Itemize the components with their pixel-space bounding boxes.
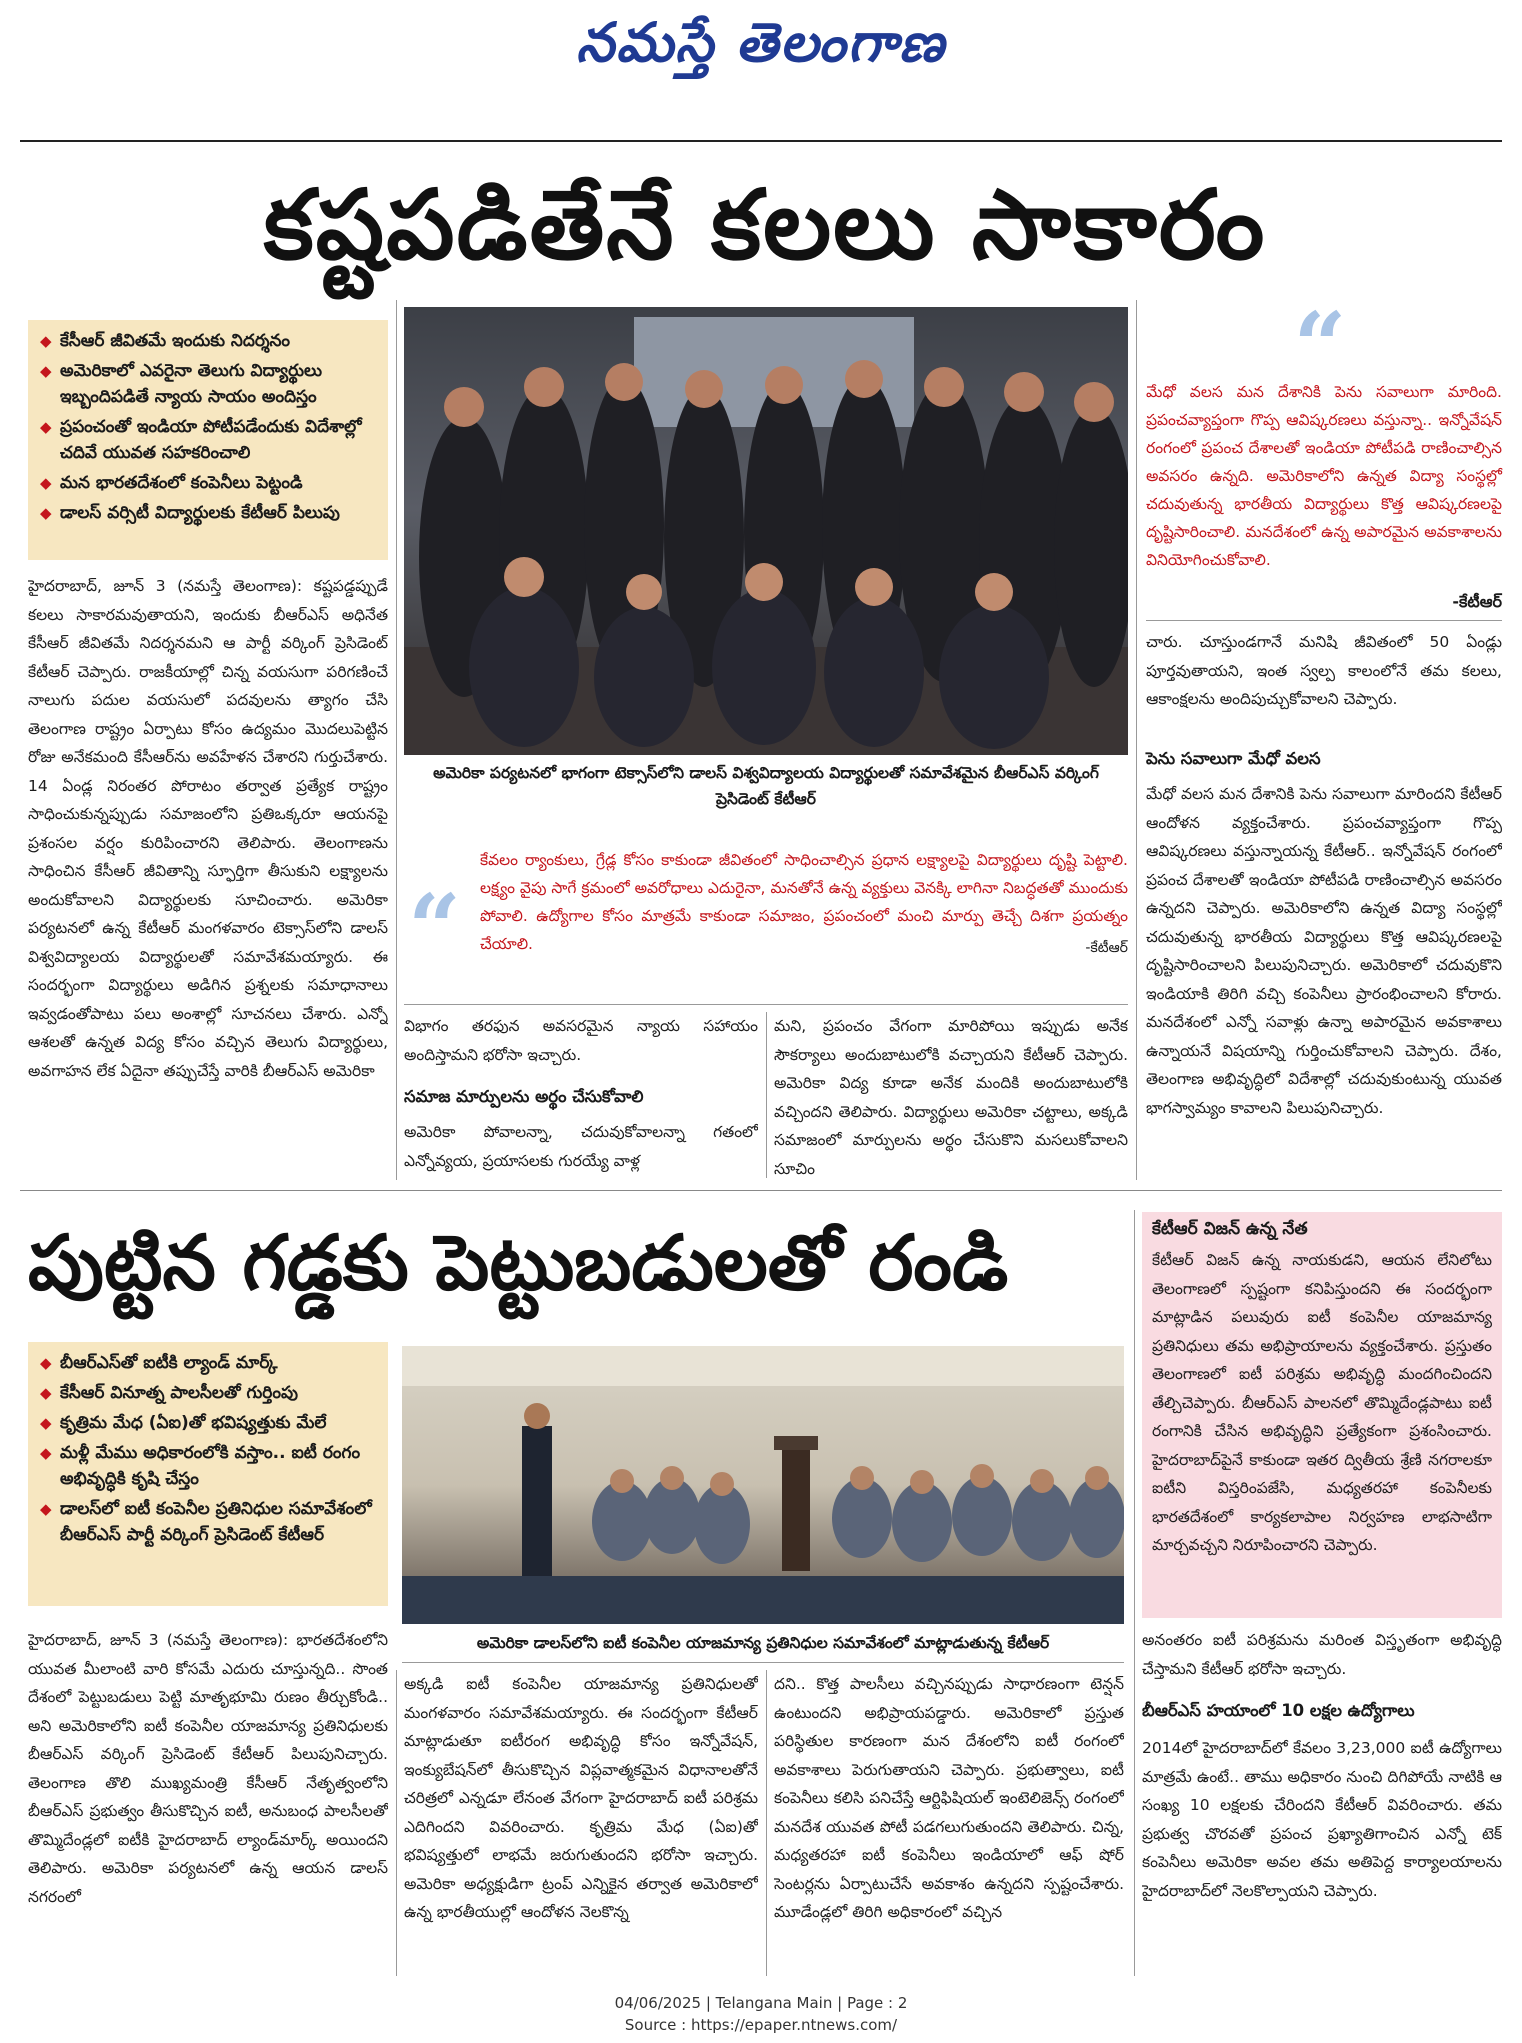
masthead-rule	[20, 140, 1502, 142]
bullet-item: ◆ మన భారతదేశంలో కంపెనీలు పెట్టండి	[38, 470, 378, 496]
story1-column-3: మని, ప్రపంచం వేగంగా మారిపోయి ఇప్పుడు అనేక సౌకర్యాలు అందుబాటులోకి వచ్చాయని కేటీఆర్ చెప్పారు. అమెరికా విద్య కూడా అనేక మందికి అందుబాటులోకి వచ్చిందని తెలిపారు. విద్యార్థులు అమెరికా చట్టాలు, అక్కడి సమాజంలో మార్పులను అర్థం చేసుకొని మసలుకోవాలని సూచిం	[774, 1017, 1128, 1178]
column-divider	[1136, 300, 1137, 1180]
story1-headline: కష్టపడితేనే కలలు సాకారం	[263, 169, 1267, 281]
students-group-photo	[404, 307, 1128, 755]
story1-bullets	[28, 320, 388, 560]
story1-pull-quote-center: కేవలం ర్యాంకులు, గ్రేడ్ల కోసం కాకుండా జీవితంలో సాధించాల్సిన ప్రధాన లక్ష్యాలపై విద్యార్థులు దృష్టి పెట్టాలి. లక్ష్యం వైపు సాగే క్రమంలో అవరోధాలు ఎదురైనా, మనతోనే ఉన్న వ్యక్తులు వెనక్కి లాగినా నిబద్ధతతో ముందుకు పోవాలి. ఉద్యోగాల కోసం మాత్రమే కాకుండా సమాజం, ప్రపంచంలో మంచి మార్పు తెచ్చే దిశగా ప్రయత్నం చేయాలి.	[480, 851, 1128, 953]
story2-column-2: అక్కడి ఐటీ కంపెనీల యాజమాన్య ప్రతినిధులతో మంగళవారం సమావేశమయ్యారు. ఈ సందర్భంగా కేటీఆర్ మాట్లాడుతూ ఐటీరంగ అభివృద్ధి కోసం ఇన్నోవేషన్, ఇంక్యుబేషన్‌లో తీసుకొచ్చిన విప్లవాత్మకమైన విధానాలతోనే చరిత్రలో ఎన్నడూ లేనంత వేగంగా హైదరాబాద్ ఐటీ పరిశ్రమ ఎదిగిందని వివరించారు. కృత్రిమ మేధ (ఏఐ)తో భవిష్యత్తులో లాభమే జరుగుతుందని భరోసా ఇచ్చారు. అమెరికా అధ్యక్షుడిగా ట్రంప్ ఎన్నికైన తర్వాత అమెరికాలో ఉన్న భారతీయుల్లో ఆందోళన నెలకొన్న	[404, 1675, 758, 1921]
quote-divider	[1146, 620, 1502, 621]
bullet-item: ◆ బీఆర్ఎస్‌తో ఐటీకి ల్యాండ్ మార్క్	[38, 1350, 378, 1376]
story1-pull-quote-right: మేధో వలస మన దేశానికి పెను సవాలుగా మారింది. ప్రపంచవ్యాప్తంగా గొప్ప ఆవిష్కరణలు వస్తున్నా.. ఇన్నోవేషన్ రంగంలో ప్రపంచ దేశాలతో ఇండియా పోటీపడి రాణించాల్సిన అవసరం ఉన్నది. అమెరికాలోని ఉన్నత విద్యా సంస్థల్లో చదువుతున్న భారతీయ విద్యార్థులు కొత్త ఆవిష్కరణలపై దృష్టిసారించాలి. మనదేశంలో ఉన్న అపారమైన అవకాశాలను వినియోగించుకోవాలి.	[1146, 383, 1502, 569]
bullet-item: ◆ ప్రపంచంతో ఇండియా పోటీపడేందుకు విదేశాల్లో చదివే యువత సహకరించాలి	[38, 414, 378, 466]
quote-mark-icon: “	[408, 874, 461, 982]
pull-quote-attribution: -కేటీఆర్	[1085, 940, 1128, 956]
masthead-title: నమస్తే తెలంగాణ	[576, 10, 946, 74]
story2-photo-caption: అమెరికా డాలస్‌లోని ఐటీ కంపెనీల యాజమాన్య ప్రతినిధుల సమావేశంలో మాట్లాడుతున్న కేటీఆర్	[476, 1634, 1050, 1652]
story2-column-1: హైదరాబాద్, జూన్ 3 (నమస్తే తెలంగాణ): భారతదేశంలోని యువత మీలాంటి వారి కోసమే ఎదురు చూస్తున్నది.. సొంత దేశంలో పెట్టుబడులు పెట్టి మాతృభూమి రుణం తీర్చుకోండి.. అని అమెరికాలోని ఐటీ కంపెనీల యాజమాన్య ప్రతినిధులకు బీఆర్ఎస్ వర్కింగ్ ప్రెసిడెంట్ కేటీఆర్ పిలుపునిచ్చారు. తెలంగాణ తొలి ముఖ్యమంత్రి కేసీఆర్ నేతృత్వంలోని బీఆర్ఎస్ ప్రభుత్వం తీసుకొచ్చిన ఐటీ, అనుబంధ పాలసీలతో తొమ్మిదేండ్లలో ఐటీకి హైదరాబాద్ ల్యాండ్‌మార్క్ అయిందని తెలిపారు. అమెరికా పర్యటనలో ఉన్న ఆయన డాలస్ నగరంలో	[28, 1631, 388, 1906]
story1-subhead-social-change: సమాజ మార్పులను అర్థం చేసుకోవాలి	[404, 1087, 644, 1106]
story2-column-4b: 2014లో హైదరాబాద్‌లో కేవలం 3,23,000 ఐటీ ఉద్యోగాలు మాత్రమే ఉంటే.. తాము అధికారం నుంచి దిగిపోయే నాటికి ఆ సంఖ్య 10 లక్షలకు చేరిందని కేటీఆర్ వివరించారు. తమ ప్రభుత్వ చొరవతో ప్రపంచ ప్రఖ్యాతిగాంచిన ఎన్నో టెక్ కంపెనీలు అమెరికా అవల తమ అతిపెద్ద కార్యాలయాలను హైదరాబాద్‌లో నెలకొల్పాయని చెప్పారు.	[1142, 1739, 1502, 1900]
sidebar-heading: కేటీఆర్ విజన్ ఉన్న నేత	[1152, 1219, 1308, 1239]
story1-column-4a: చారు. చూస్తుండగానే మనిషి జీవితంలో 50 ఏండ్లు పూర్తవుతాయని, ఇంత స్వల్ప కాలంలోనే తమ కలలు, ఆకాంక్షలను అందిపుచ్చుకోవాలని చెప్పారు.	[1146, 633, 1502, 708]
story1-subhead-brain-drain: పెను సవాలుగా మేధో వలస	[1146, 749, 1321, 768]
story2-column-4a: అనంతరం ఐటీ పరిశ్రమను మరింత విస్తృతంగా అభివృద్ధి చేస్తామని కేటీఆర్ భరోసా ఇచ్చారు.	[1142, 1631, 1502, 1678]
sidebar-box	[1142, 1212, 1502, 1618]
story2-bullets	[28, 1342, 388, 1606]
story1-column-4b: మేధో వలస మన దేశానికి పెను సవాలుగా మారిందని కేటీఆర్ ఆందోళన వ్యక్తంచేశారు. ప్రపంచవ్యాప్తంగా గొప్ప ఆవిష్కరణలు వస్తున్నాయన్న కేటీఆర్.. ఇన్నోవేషన్ రంగంలో ప్రపంచ దేశాలతో ఇండియా పోటీపడి రాణించాల్సిన అవసరం ఉన్నదని చెప్పారు. అమెరికాలోని ఉన్నత విద్యా సంస్థల్లో చదువుతున్న భారతీయ విద్యార్థులు కొత్త ఆవిష్కరణలపై దృష్టిసారించాలని పిలుపునిచ్చారు. అమెరికాలో చదువుకొని ఇండియాకి తిరిగి వచ్చి కంపెనీలు ప్రారంభించాలని కోరారు. మనదేశంలో ఎన్నో సవాళ్లు ఉన్నా అపారమైన అవకాశాలు ఉన్నాయనే విషయాన్ని గుర్తించుకోవాలని చెప్పారు. దేశం, తెలంగాణ అభివృద్ధిలో విదేశాల్లో చదువుకుంటున్న యువత భాగస్వామ్యం కావాలని పిలుపునిచ్చారు.	[1146, 785, 1502, 1117]
story1-column-1: హైదరాబాద్, జూన్ 3 (నమస్తే తెలంగాణ): కష్టపడ్డప్పుడే కలలు సాకారమవుతాయని, ఇందుకు బీఆర్ఎస్ అధినేత కేసీఆర్ జీవితమే నిదర్శనమని ఆ పార్టీ వర్కింగ్ ప్రెసిడెంట్ కేటీఆర్ చెప్పారు. రాజకీయాల్లో చిన్న వయసుగా పరిగణించే నాలుగు పదుల వయసులో పదవులను త్యాగం చేసి తెలంగాణ రాష్ట్రం ఏర్పాటు కోసం ఉద్యమం మొదలుపెట్టిన రోజు అనేకమంది కేసీఆర్‌ను అవహేళన చేశారని గుర్తుచేశారు. 14 ఏండ్ల నిరంతర పోరాటం తర్వాత ప్రత్యేక రాష్ట్రం సాధించుకున్నప్పుడు సమాజంలోని ప్రతిఒక్కరూ ఆయనపై ప్రశంసల వర్షం కురిపించారని తెలిపారు. తెలంగాణను సాధించిన కేసీఆర్ జీవితాన్ని స్ఫూర్తిగా తీసుకుని లక్ష్యాలను అందుకోవాలని విద్యార్థులకు సూచించారు. అమెరికా పర్యటనలో ఉన్న కేటీఆర్ మంగళవారం టెక్సాస్‌లోని డాలస్ విశ్వవిద్యాలయ విద్యార్థులతో సమావేశమయ్యారు. ఈ సందర్భంగా విద్యార్థులు అడిగిన ప్రశ్నలకు సమాధానాలు ఇవ్వడంతోపాటు పలు అంశాల్లో సూచనలు చేశారు. ఎన్నో ఆశలతో ఉన్నత విద్య కోసం వచ్చిన తెలుగు విద్యార్థులు, అవగాహన లేక ఏదైనా తప్పుచేస్తే వారికి బీఆర్ఎస్ అమెరికా	[28, 577, 388, 1080]
story2-column-3: దని.. కొత్త పాలసీలు వచ్చినప్పుడు సాధారణంగా టెన్షన్ ఉంటుందని అభిప్రాయపడ్డారు. అమెరికాలో ప్రస్తుత పరిస్థితుల కారణంగా మన దేశంలోని ఐటీ రంగంలో అవకాశాలు పెరుగుతాయని చెప్పారు. ప్రభుత్వాలు, ఐటీ కంపెనీలు కలిసి పనిచేస్తే ఆర్టిఫిషియల్ ఇంటెలిజెన్స్ రంగంలో మనదేశ యువత పోటీ పడగలుగుతుందని తెలిపారు. చిన్న, మధ్యతరహా ఐటీ కంపెనీలు ఇండియాలో ఆఫ్ షోర్ సెంటర్లను ఏర్పాటుచేసే అవకాశం ఉన్నదని స్పష్టంచేశారు. మూడేండ్లలో తిరిగి అధికారంలో వచ్చిన	[774, 1675, 1124, 1921]
story1-photo-caption: అమెరికా పర్యటనలో భాగంగా టెక్సాస్‌లోని డాలస్ విశ్వవిద్యాలయ విద్యార్థులతో సమావేశమైన బీఆర్ఎస్ వర్కింగ్ ప్రెసిడెంట్ కేటీఆర్	[433, 764, 1099, 808]
story2-headline: పుట్టిన గడ్డకు పెట్టుబడులతో రండి	[28, 1218, 1009, 1307]
story-divider	[20, 1190, 1502, 1191]
column-divider	[396, 300, 397, 1180]
bullet-item: ◆ మళ్లీ మేము అధికారంలోకి వస్తాం.. ఐటీ రంగం అభివృద్ధికి కృషి చేస్తం	[38, 1440, 378, 1492]
story1-column-2: విభాగం తరఫున అవసరమైన న్యాయ సహాయం అందిస్తామని భరోసా ఇచ్చారు.	[404, 1017, 758, 1064]
bullet-item: ◆ కేసీఆర్ జీవితమే ఇందుకు నిదర్శనం	[38, 328, 378, 354]
caption-divider	[402, 1662, 1124, 1663]
quote-divider	[404, 1004, 1128, 1005]
quote-mark-icon: “	[1293, 292, 1347, 400]
bullet-item: ◆ కేసీఆర్ వినూత్న పాలసీలతో గుర్తింపు	[38, 1380, 378, 1406]
sidebar-body: కేటీఆర్ విజన్ ఉన్న నాయకుడని, ఆయన లేనిలోటు తెలంగాణలో స్పష్టంగా కనిపిస్తుందని ఈ సందర్భంగా మాట్లాడిన పలువురు ఐటీ కంపెనీల యాజమాన్య ప్రతినిధులు తమ అభిప్రాయాలను వ్యక్తంచేశారు. ప్రస్తుతం తెలంగాణలో ఐటీ పరిశ్రమ అభివృద్ధి మందగించిందని తేల్చిచెప్పారు. బీఆర్ఎస్ పాలనలో తొమ్మిదేండ్లపాటు ఐటీ రంగానికి చేసిన అభివృద్ధిని ప్రత్యేకంగా ప్రశంసించారు. హైదరాబాద్‌పైనే కాకుండా ఇతర ద్వితీయ శ్రేణి నగరాలకూ ఐటీని విస్తరింపజేసి, మధ్యతరహా కంపెనీలకు భారతదేశంలో కార్యకలాపాల నిర్వహణ లాభసాటిగా మార్చవచ్చని నిరూపించారని చెప్పారు.	[1152, 1251, 1492, 1554]
column-divider	[766, 1670, 767, 1976]
bullet-item: ◆ అమెరికాలో ఎవరైనా తెలుగు విద్యార్థులు ఇబ్బందిపడితే న్యాయ సాయం అందిస్తం	[38, 358, 378, 410]
bullet-item: ◆ డాలస్‌లో ఐటీ కంపెనీల ప్రతినిధుల సమావేశంలో బీఆర్ఎస్ పార్టీ వర్కింగ్ ప్రెసిడెంట్ కేటీఆర్	[38, 1496, 378, 1548]
story1-column-2b: అమెరికా పోవాలన్నా, చదువుకోవాలన్నా గతంలో ఎన్నోవ్యయ, ప్రయాసలకు గురయ్యే వాళ్ల	[404, 1123, 758, 1170]
footer-page-info: 04/06/2025 | Telangana Main | Page : 2	[614, 1994, 908, 2012]
bullet-item: ◆ కృత్రిమ మేధ (ఏఐ)తో భవిష్యత్తుకు మేలే	[38, 1410, 378, 1436]
column-divider	[1134, 1210, 1135, 1976]
column-divider	[766, 1012, 767, 1178]
bullet-item: ◆ డాలస్ వర్సిటీ విద్యార్థులకు కేటీఆర్ పిలుపు	[38, 500, 378, 526]
conference-photo	[402, 1346, 1124, 1624]
footer-source: Source : https://epaper.ntnews.com/	[624, 2016, 898, 2034]
pull-quote-attribution: -కేటీఆర్	[1452, 592, 1502, 611]
column-divider	[396, 1670, 397, 1976]
story2-subhead-jobs: బీఆర్ఎస్ హయాంలో 10 లక్షల ఉద్యోగాలు	[1142, 1701, 1415, 1720]
